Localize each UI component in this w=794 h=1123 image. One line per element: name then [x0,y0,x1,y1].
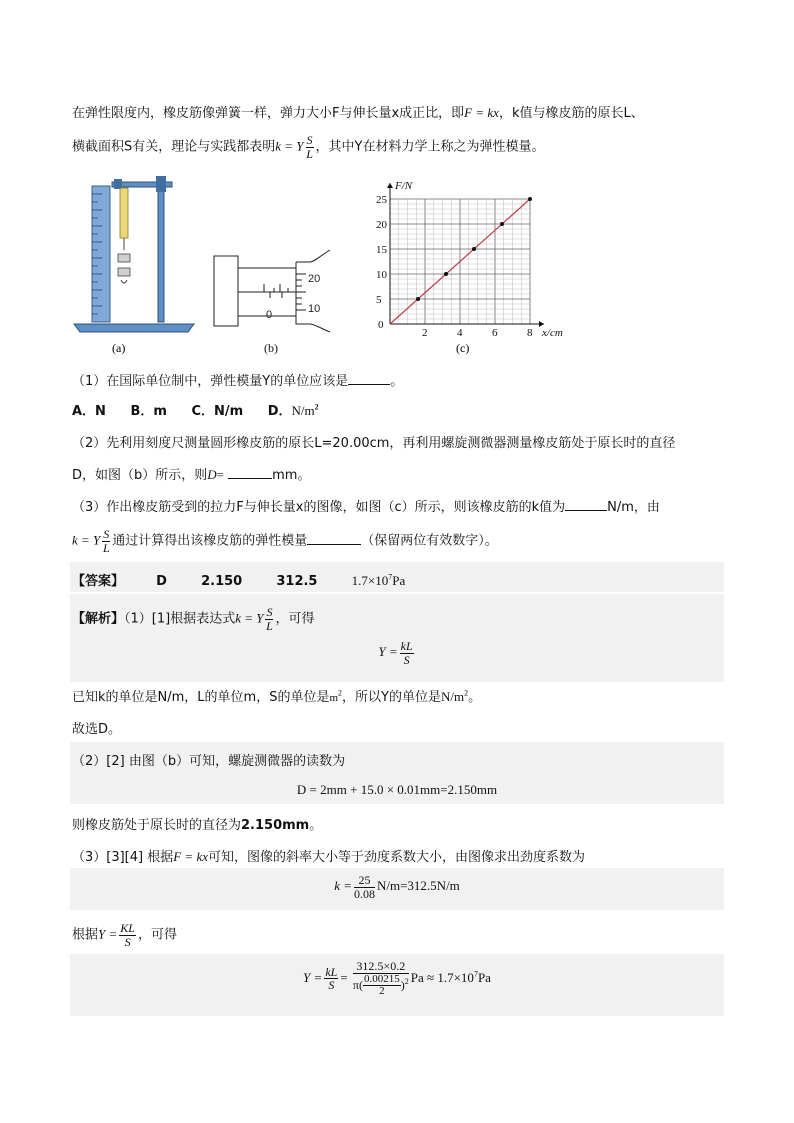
answer-4: $1.7\times 10^7Pa$ [351,572,406,588]
q1-option-a[interactable]: A．N [72,404,106,419]
answer-line [72,570,405,589]
figure-b-label: (b) [264,341,278,355]
q2-line-1: （2）先利用刻度尺测量圆形橡皮筋的原长L=20.00cm，再利用螺旋测微器测量橡皮筋处于原长时的直径 [72,436,676,451]
intro-line-2 [72,134,545,160]
origin-label: 0 [378,319,384,331]
y-tick-label: 10 [376,269,387,281]
y-tick-label: 25 [376,194,387,206]
q2-line-2: D，如图（b）所示，则D= mm。 [72,467,311,483]
figure-c-label: (c) [456,341,470,355]
analysis-line-3: 故选D。 [72,722,122,737]
formula-k-y: k = Y [275,138,304,154]
answer-label: 【答案】 [72,574,125,589]
data-point [472,247,476,251]
x-tick-label: 4 [457,327,463,339]
equation-y-kl-s: Y = $\frac{kL}{S}$ [378,639,413,667]
data-point [500,222,504,226]
analysis-line-6: （3）[3][4] 根据F = kx可知，图像的斜率大小等于劲度系数大小，由图像求出劲度系数为 [72,849,586,865]
figure-a-label: (a) [112,341,126,355]
q3-blank-y[interactable] [307,532,361,545]
q1-line [72,370,403,389]
analysis-line-2: 已知k的单位是N/m，L的单位m，S的单位是$m^2$，所以Y的单位是$N/m^2$。 [72,688,482,705]
q1-option-d[interactable]: D．$N/m^2$ [267,402,319,419]
q1-options [72,400,339,419]
equation-k-value: k = $\frac{25}{0.08}$ N/m=312.5N/m [334,873,460,901]
q1-text: （1）在国际单位制中，弹性模量Y的单位应该是 [72,374,349,389]
figure-a-stand [74,176,194,355]
x-tick-label: 2 [422,327,428,339]
intro-text: 横截面积S有关，理论与实践都表明 [72,139,276,155]
intro-line-1 [72,102,644,121]
q2-blank[interactable] [228,466,272,479]
x-axis-label: x/cm [542,327,563,339]
y-axis-arrow [387,183,393,188]
y-tick-label: 5 [376,294,382,306]
q3-line-1: （3）作出橡皮筋受到的拉力F与伸长量x的图像，如图（c）所示，则该橡皮筋的k值为 N/m，由 [72,500,660,515]
figure-b-scale-10: 10 [308,303,321,315]
q1-blank[interactable] [348,372,390,385]
data-point [416,297,420,301]
analysis-label: 【解析】 [72,611,125,627]
fraction-s-over-l: $\frac{S}{L}$ [306,133,313,161]
y-axis-label: F/N [395,180,413,192]
q3-line-2: k = Y $\frac{S}{L}$ 通过计算得出该橡皮筋的弹性模量 （保留两位有效数字）。 [72,527,498,555]
analysis-line-1: 【解析】（1）[1]根据表达式k = Y $\frac{S}{L}$ ，可得 [72,605,315,633]
q1-option-b[interactable]: B．m [130,404,167,419]
analysis-line-7: 根据Y = $\frac{KL}{S}$ ，可得 [72,921,177,949]
data-point [444,272,448,276]
x-tick-label: 8 [527,327,533,339]
x-tick-label: 6 [492,327,498,339]
answer-3: 312.5 [276,574,318,589]
figure-b-micrometer [214,250,330,355]
figures [68,170,588,360]
answer-2: 2.150 [201,574,243,589]
equation-y-value: Y = $\frac{kL}{S}$ = 312.5×0.2 π( $\frac{0.00215}{2}$ )$^2$ $Pa \approx 1.7\times 10^7Pa$ [303,959,491,998]
figure-c-chart [376,180,563,339]
figure-b-scale-20: 20 [308,273,321,285]
figure-b-scale-0: 0 [266,309,273,321]
y-tick-label: 20 [376,219,387,231]
q3-blank-k[interactable] [565,498,607,511]
formula-f-kx: F = kx [464,105,499,120]
analysis-line-5: 则橡皮筋处于原长时的直径为2.150mm。 [72,818,323,833]
intro-text: ，其中Y在材料力学上称之为弹性模量。 [315,139,545,155]
equation-d-reading: D = 2mm + 15.0 × 0.01mm=2.150mm [296,782,498,797]
y-tick-label: 15 [376,244,387,256]
data-point [528,197,532,201]
q1-text-end: 。 [390,374,404,389]
analysis-line-4: （2）[2] 由图（b）可知，螺旋测微器的读数为 [72,754,346,769]
answer-1: D [156,574,167,589]
q1-option-c[interactable]: C．N/m [191,404,244,419]
intro-text: ，k值与橡皮筋的原长L、 [498,106,644,121]
intro-text: 在弹性限度内，橡皮筋像弹簧一样，弹力大小F与伸长量x成正比，即 [72,106,465,121]
